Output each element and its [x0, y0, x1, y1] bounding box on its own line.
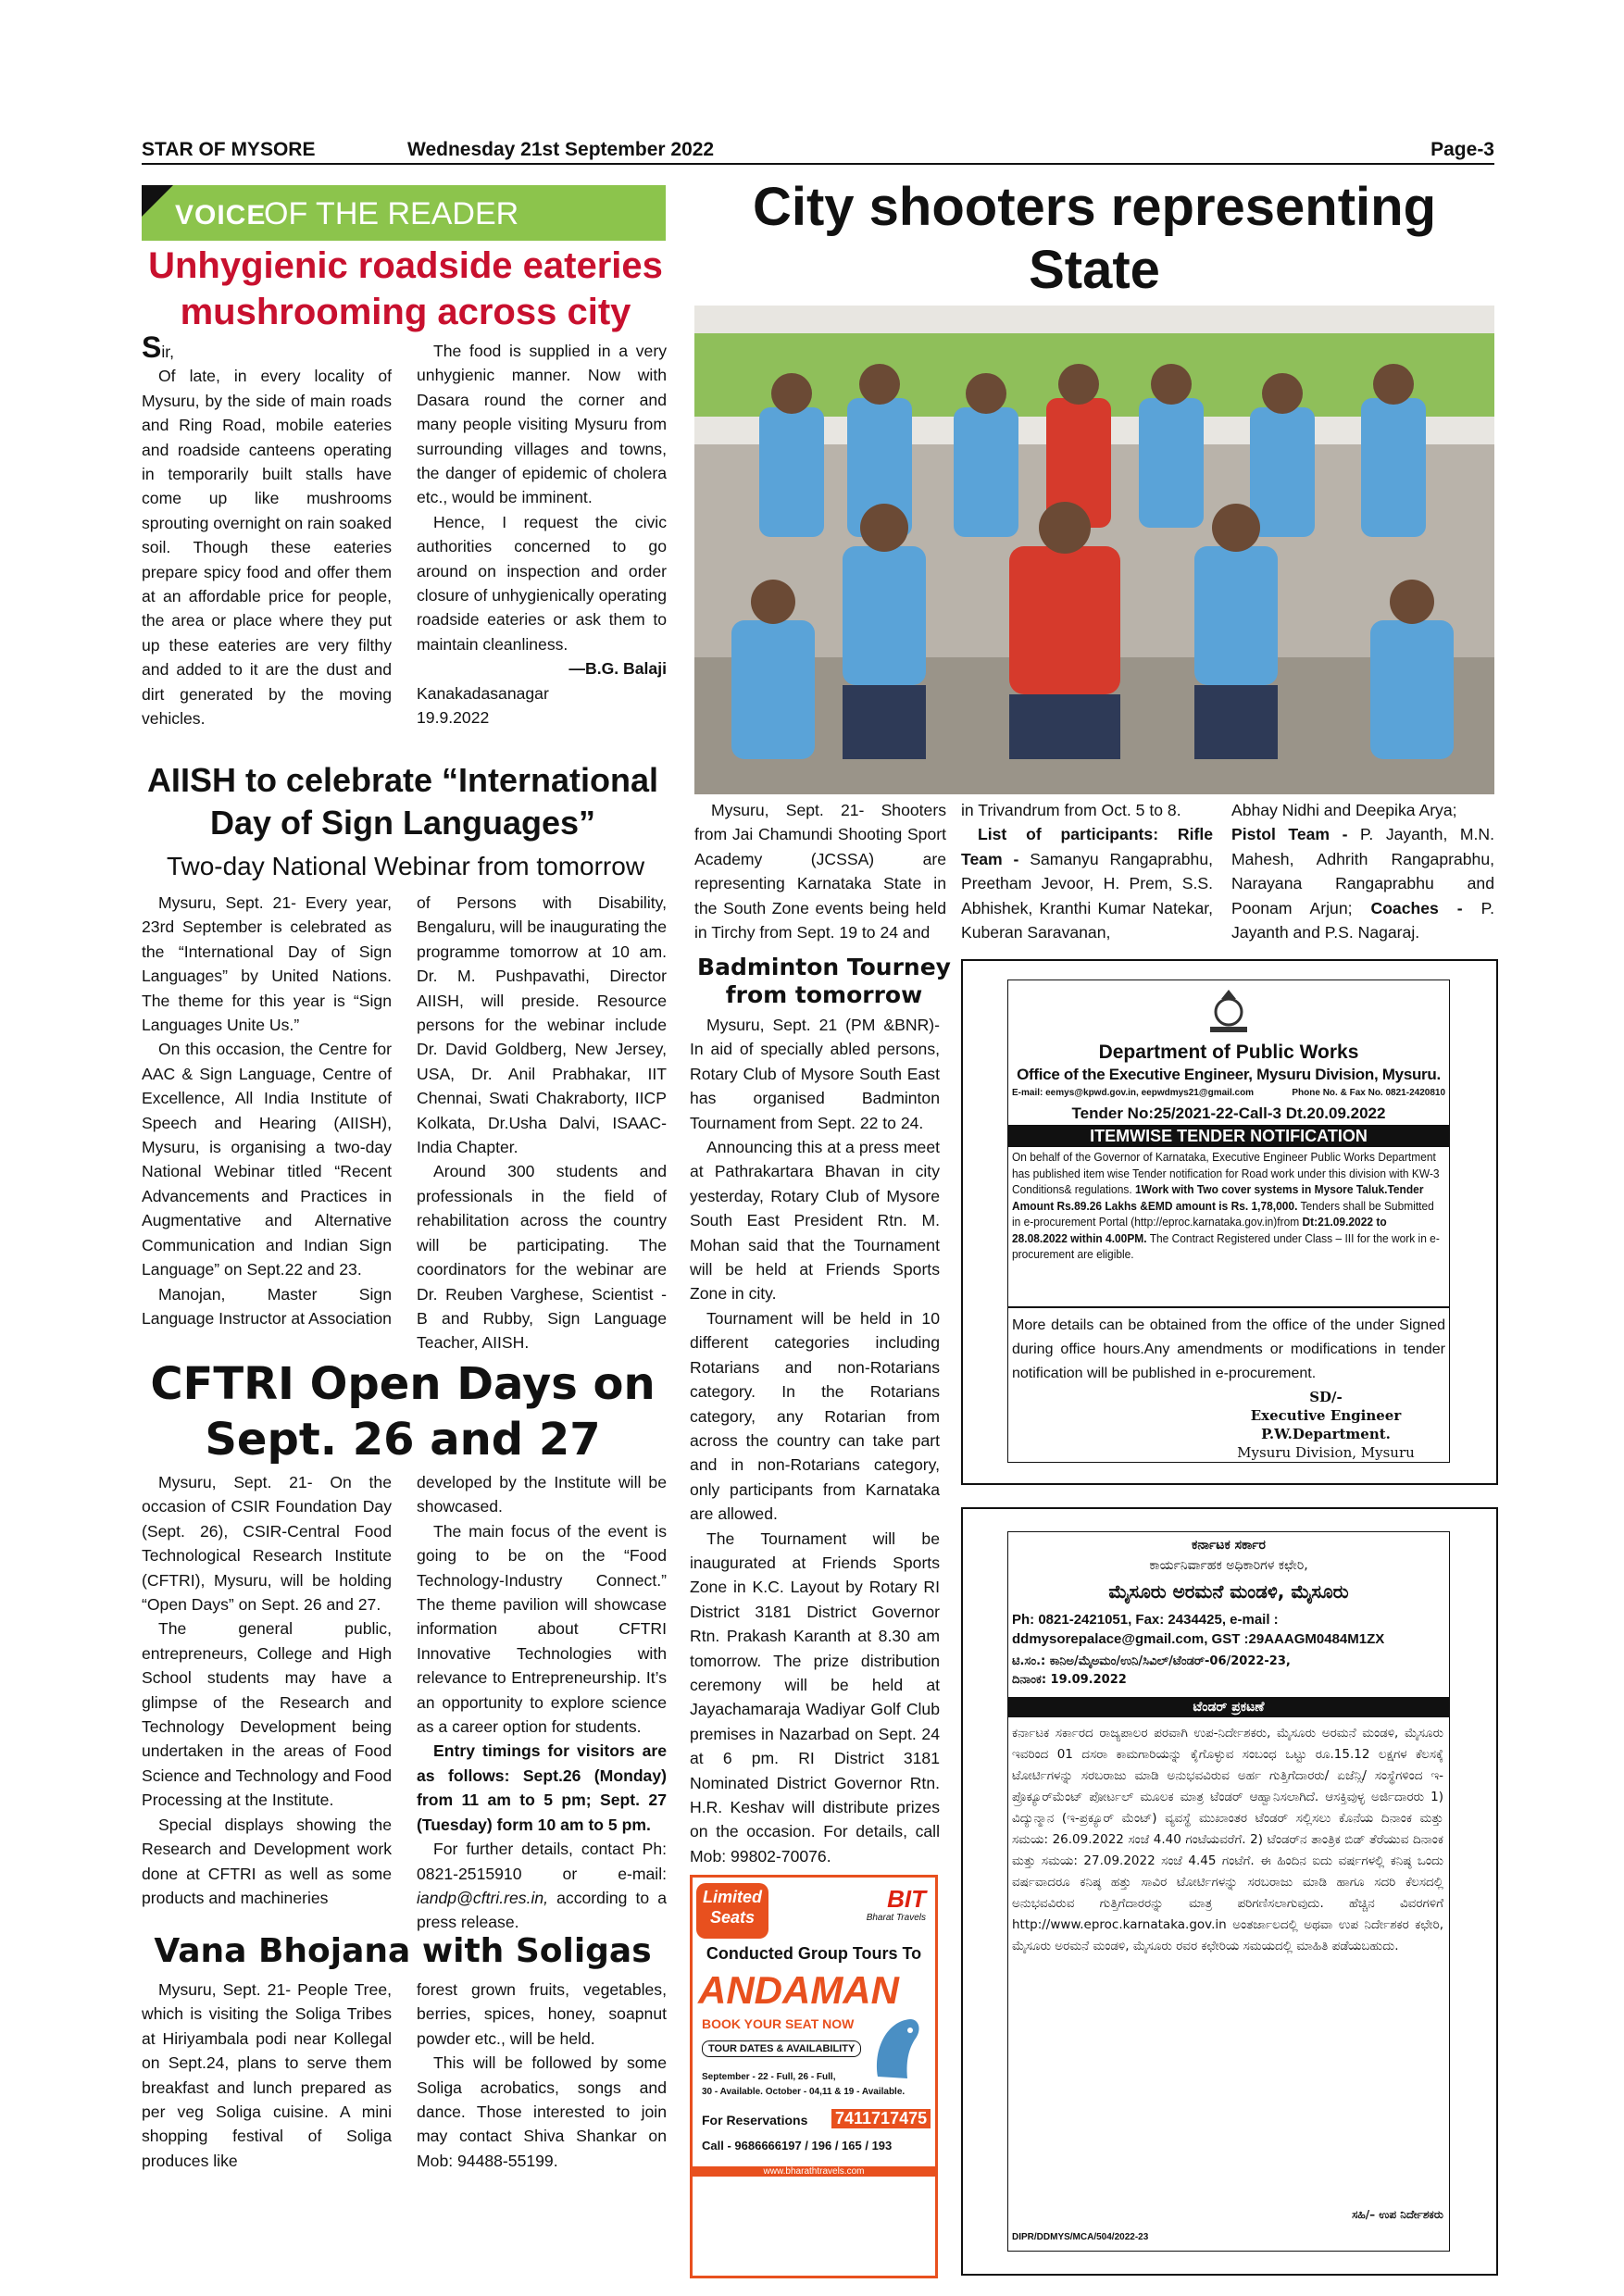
voice-body-3: Hence, I request the civic authorities concerned to go around on inspection and order closure of unhygienically operating roadside eateries or ask them to maintain cleanliness. [417, 512, 667, 654]
shooters-body-2: in Trivandrum from Oct. 5 to 8. [961, 801, 1181, 819]
aiish-body-1: Mysuru, Sept. 21- Every year, 23rd September is celebrated as the “International Day of Sign Languages” by United Nations. The theme for this year is “Sign Languages Unite Us.” [142, 893, 392, 1035]
cftri-headline [139, 1356, 667, 1467]
rifle-team-label: List of participants: Rifle Team - [961, 825, 1213, 868]
vana-body-3: This will be followed by some Soliga acrobatics, songs and dance. Those interested to join may contact Shiva Shankar on Mob: 94488-55199. [417, 2053, 667, 2170]
palace-date: ದಿನಾಂಕ: 19.09.2022 [1012, 1673, 1127, 1687]
limited-seats-badge [696, 1883, 768, 1939]
shooters-col-3 [1231, 798, 1494, 944]
vana-col-1 [142, 1978, 392, 2173]
bit-tagline: Bharat Travels [866, 1913, 926, 1923]
palace-ref: ಟಿ.ಸಂ.: ಕಾನಿಅ/ಮೈಅಮಂ/ಉನಿ/ಸಿವಿಲ್/ಟೆಂಡರ್-06/2022-23, [1012, 1654, 1291, 1668]
cftri-headline-line1: CFTRI Open Days on [150, 1358, 656, 1410]
reservations-phone: 7411717475 [831, 2109, 931, 2128]
aiish-headline-line1: AIISH to celebrate “International [146, 761, 659, 799]
team-photo-illustration [694, 306, 1494, 794]
voice-col-2 [417, 339, 667, 730]
aiish-subheadline: Two-day National Webinar from tomorrow [166, 852, 645, 880]
badge-line2: Seats [709, 1908, 756, 1927]
badminton-body-2: Announcing this at a press meet at Pathrakartara Bhavan in city yesterday, Rotary Club of Mysore South East President Rtn. M. Mohan said that the Tournament will be held at Friends Sports Zone in city. [690, 1138, 940, 1304]
cftri-release: according to a press release. [417, 1888, 667, 1932]
voice-body-1: Of late, in every locality of Mysuru, by the side of main roads and Ring Road, mobile eateries and roadside canteens operating in temporarily built stalls have come up like mushrooms sprouting overnight on rain soaked soil. Though these eateries prepare spicy food and offer them at an affordable price for people, the area or place where they put up these eateries are very filthy and added to it are the dust and dirt generated by the moving vehicles. [142, 367, 392, 729]
pwd-tender-no: Tender No:25/2021-22-Call-3 Dt.20.09.2022 [1071, 1104, 1386, 1122]
palace-signature: ಸಹಿ/– ಉಪ ನಿರ್ದೇಶಕರು [1352, 2208, 1443, 2221]
banner-corner [142, 185, 173, 217]
header-rule [142, 163, 1494, 165]
ad-heading: Conducted Group Tours To [706, 1944, 922, 1963]
coaches-list: P. Jayanth and P.S. Nagaraj. [1231, 898, 1494, 942]
pwd-email: E-mail: eemys@kpwd.gov.in, eepwdmys21@gmail.com [1012, 1088, 1255, 1098]
aiish-body-4: of Persons with Disability, Bengaluru, will be inaugurating the programme tomorrow at 10 am. Dr. M. Pushpavathi, Director AIISH, will preside. Resource persons for the webinar include Dr. David Goldberg, New Jersey, USA, Dr. Anil Prabhakar, IIT Chennai, Swati Chakraborty, IICP Kolkata, Dr.Usha Dalvi, ISAAC-India Chapter. [417, 893, 667, 1157]
cftri-body-5: The main focus of the event is going to be on the “Food Technology-Industry Connect.” The theme pavilion will showcase information about CFTRI Innovative Technologies with relevance to Entrepreneurship. It’s an opportunity to explore science as a career option for students. [417, 1521, 667, 1737]
pwd-banner: ITEMWISE TENDER NOTIFICATION [1008, 1125, 1449, 1147]
dolphin-icon [868, 2012, 926, 2095]
palace-office: ಕಾರ್ಯನಿರ್ವಾಹಕ ಅಧಿಕಾರಿಗಳ ಕಛೇರಿ, [1149, 1558, 1308, 1573]
shooters-col-1 [694, 798, 946, 944]
page-number: Page-3 [1430, 139, 1494, 160]
cftri-entry-timings: Entry timings for visitors are as follows: Sept.26 (Monday) from 11 am to 5 pm; Sept. 27 (Tuesday) form 10 am to 5 pm. [417, 1741, 667, 1834]
tour-dates-title: TOUR DATES & AVAILABILITY [702, 2040, 861, 2057]
pistol-team-list: P. Jayanth, M.N. Mahesh, Adhrith Rangaprabhu, Narayana Rangaprabhu and Poonam Arjun; [1231, 825, 1494, 917]
pwd-body-a: On behalf of the Governor of Karnataka, Executive Engineer Public Works Department has published item wise Tender notification for Road work under this division with KW-3 Conditions& regulations. [1012, 1150, 1440, 1196]
pwd-body-dates: Dt:21.09.2022 to 28.08.2022 within 4.00PM. [1012, 1215, 1387, 1245]
rifle-team-list: Samanyu Rangaprabhu, Preetham Jevoor, H. Prem, S.S. Abhishek, Kranthi Kumar Natekar, Kuberan Saravanan, [961, 849, 1214, 942]
aiish-col-1 [142, 891, 392, 1330]
book-seat: BOOK YOUR SEAT NOW [702, 2016, 855, 2031]
badminton-headline-line1: Badminton Tourney [697, 954, 951, 980]
salutation: ir, [161, 343, 175, 361]
shooters-body-1: Mysuru, Sept. 21- Shooters from Jai Chamundi Shooting Sport Academy (JCSSA) are representing Karnataka State in the South Zone events being held in Tirchy from Sept. 19 to 24 and [694, 801, 946, 942]
aiish-body-3: Manojan, Master Sign Language Instructor at Association [142, 1284, 392, 1328]
palace-govt: ಕರ್ನಾಟಕ ಸರ್ಕಾರ [1192, 1538, 1266, 1553]
badminton-headline-line2: from tomorrow [725, 981, 923, 1008]
reservations-label: For Reservations [702, 2113, 808, 2128]
andaman-tour-ad [690, 1875, 938, 2278]
cftri-body-1: Mysuru, Sept. 21- On the occasion of CSIR Foundation Day (Sept. 26), CSIR-Central Food Technological Research Institute (CFTRI), Mysuru, will be holding “Open Days” on Sept. 26 and 27. [142, 1473, 392, 1615]
pwd-divider [1008, 1306, 1449, 1308]
cftri-col-2 [417, 1470, 667, 1935]
voice-signature: —B.G. Balaji [568, 659, 667, 679]
voice-col-1 [142, 331, 392, 731]
palace-banner: ಟೆಂಡರ್ ಪ್ರಕಟಣೆ [1008, 1697, 1449, 1717]
pwd-signature [1203, 1388, 1449, 1462]
bit-logo: BIT [887, 1885, 926, 1913]
pwd-sd: SD/- [1309, 1389, 1343, 1405]
pwd-body-amount: 1Work with Two cover systems in Mysore Taluk.Tender Amount Rs.89.26 Lakhs &EMD amount is Rs. 1,78,000. [1012, 1182, 1424, 1213]
vana-body-2: forest grown fruits, vegetables, berries, spices, honey, soapnut powder etc., will be held. [417, 1980, 667, 2048]
cftri-body-2: The general public, entrepreneurs, College and High School students may have a glimpse of the Research and Technology Development being undertaken in the areas of Food Science and Technology and Food Processing at the Institute. [142, 1619, 392, 1810]
voice-headline-line2: mushrooming across city [180, 292, 631, 332]
vana-headline: Vana Bhojana with Soligas [154, 1932, 652, 1970]
shooters-col-2 [961, 798, 1213, 944]
badminton-headline [690, 954, 958, 1009]
palace-body: ಕರ್ನಾಟಕ ಸರ್ಕಾರದ ರಾಜ್ಯಪಾಲರ ಪರವಾಗಿ ಉಪ-ನಿರ್ದೇಶಕರು, ಮೈಸೂರು ಅರಮನೆ ಮಂಡಳಿ, ಮೈಸೂರು ಇವರಿಂದ 01 ದಸರಾ ಕಾಮಗಾರಿಯನ್ನು ಕೈಗೊಳ್ಳುವ ಸಂಬಂಧ ಒಟ್ಟು ರೂ.15.12 ಲಕ್ಷಗಳ ಕೆಲಸಕ್ಕೆ ಟೋರ್ಟಿಗಳನ್ನು ಸರಬರಾಜು ಮಾಡಿ ಅನುಭವವಿರುವ ಅರ್ಹ ಗುತ್ತಿಗೆದಾರರು/ ಏಜೆನ್ಸಿ/ ಸಂಸ್ಥೆಗಳಿಂದ ಇ-ಪ್ರೊಕ್ಯೂರ್‌ಮೆಂಟ್ ಪೋರ್ಟಲ್ ಮೂಲಕ ಮಾತ್ರ ಟೆಂಡರ್ ಆಹ್ವಾನಿಸಲಾಗಿದೆ. ಆಸಕ್ತಿವುಳ್ಳ ಅರ್ಜಿದಾರರು 1) ವಿದ್ಯುನ್ಮಾನ (ಇ-ಪ್ರಕ್ಯೂರ್ ಮೆಂಟ್) ವ್ಯವಸ್ಥೆ ಮುಖಾಂತರ ಟೆಂಡರ್ ಸಲ್ಲಿಸಲು ಕೊನೆಯ ದಿನಾಂಕ ಮತ್ತು ಸಮಯ: 26.09.2022 ಸಂಜೆ 4.40 ಗಂಟೆಯವರೆಗೆ. 2) ಟೆಂಡರ್‌ನ ತಾಂತ್ರಿಕ ಬಿಡ್ ತೆರೆಯುವ ದಿನಾಂಕ ಮತ್ತು ಸಮಯ: 27.09.2022 ಸಂಜೆ 4.45 ಗಂಟೆಗೆ. ಈ ಹಿಂದಿನ ಐದು ವರ್ಷಗಳಲ್ಲಿ ಕನಿಷ್ಠ ಒಂದು ವರ್ಷವಾದರೂ ಕನಿಷ್ಠ ಹತ್ತು ಸಾವಿರ ಟೋರ್ಟಿಗಳನ್ನು ಸರಬರಾಜು ಮಾಡಿ ಹಾಗೂ ಸದರಿ ಕೆಲಸದಲ್ಲಿ ಅನುಭವವಿರುವ ಗುತ್ತಿಗೆದಾರರನ್ನು ಮಾತ್ರ ಪರಿಗಣಿಸಲಾಗುವುದು. ಹೆಚ್ಚಿನ ವಿವರಗಳಿಗೆ http://www.eproc.karnataka.gov.in ಅಂತರ್ಜಾಲದಲ್ಲಿ ಅಥವಾ ಉಪ ನಿರ್ದೇಶಕರ ಕಛೇರಿ, ಮೈಸೂರು ಅರಮನೆ ಮಂಡಳಿ, ಮೈಸೂರು ರವರ ಕಛೇರಿಯ ಸಮಯದಲ್ಲಿ ಮಾಹಿತಿ ಪಡೆಯಬಹುದು. [1012, 1726, 1443, 1953]
palace-tender-inner [1007, 1531, 1450, 2252]
badminton-body-1: Mysuru, Sept. 21 (PM &BNR)- In aid of specially abled persons, Rotary Club of Mysore South East has organised Badminton Tournament from Sept. 22 to 24. [690, 1016, 940, 1132]
palace-contact: Ph: 0821-2421051, Fax: 2434425, e-mail : ddmysorepalace@gmail.com, GST :29AAAGM0484M1ZX [1012, 1612, 1385, 1647]
call-numbers: Call - 9686666197 / 196 / 165 / 193 [702, 2139, 893, 2152]
cftri-contact: For further details, contact Ph: 0821-2515910 or e-mail: [417, 1840, 667, 1883]
aiish-body-5: Around 300 students and professionals in the field of rehabilitation across the country will be participating. The coordinators for the webinar are Dr. Reuben Varghese, Scientist - B and Rubby, Sign Language Teacher, AIISH. [417, 1162, 667, 1353]
voice-place: Kanakadasanagar [417, 683, 549, 703]
voice-date: 19.9.2022 [417, 708, 490, 728]
pwd-body-c: The Contract Registered under Class – III for the work in e-procurement are eligible. [1012, 1230, 1440, 1261]
masthead-name: STAR OF MYSORE [142, 139, 316, 160]
shooters-headline-line1: City shooters representing State [752, 177, 1437, 300]
coaches-label: Coaches - [1370, 898, 1463, 917]
dropcap: S [142, 331, 162, 364]
palace-board: ಮೈಸೂರು ಅರಮನೆ ಮಂಡಳಿ, ಮೈಸೂರು [1108, 1580, 1349, 1603]
vana-body-1: Mysuru, Sept. 21- People Tree, which is visiting the Soliga Tribes at Hiriyambala podi near Kollegal on Sept.24, plans to serve them breakfast and lunch prepared as per veg Soliga cuisine. A mini shopping festival of Soliga produces like [142, 1980, 392, 2170]
pwd-dept: Department of Public Works [1098, 1042, 1359, 1063]
pwd-office: Office of the Executive Engineer, Mysuru Division, Mysuru. [1017, 1066, 1441, 1083]
badminton-body-4: The Tournament will be inaugurated at Friends Sports Zone in K.C. Layout by Rotary RI District 3181 District Governor Rtn. Prakash Karanth at 8.30 am tomorrow. The prize distribution ceremony will be held at Jayachamaraja Wadiyar Golf Club premises in Nazarbad on Sept. 24 at 6 pm. RI District 3181 Nominated District Governor Rtn. H.R. Keshav will distribute prizes on the occasion. For details, call Mob: 99802-70076. [690, 1529, 940, 1866]
pwd-sig1: Executive Engineer [1250, 1407, 1402, 1424]
issue-date: Wednesday 21st September 2022 [407, 139, 715, 160]
voice-of-reader-banner [142, 185, 666, 241]
pwd-more: More details can be obtained from the office of the under Signed during office hours.Any amendments or modifications in tender notification will be published in e-procurement. [1012, 1317, 1445, 1381]
tour-dates-2: 30 - Available. October - 04,11 & 19 - Available. [702, 2087, 906, 2097]
ad-destination: ANDAMAN [698, 1968, 899, 2012]
shooters-team-photo [694, 306, 1494, 794]
aiish-headline-line2: Day of Sign Languages” [209, 804, 596, 842]
aiish-body-2: On this occasion, the Centre for AAC & Sign Language, Centre of Excellence, All India Institute of Speech and Hearing (AIISH), Mysuru, is organising a two-day National Webinar titled “Recent Advancements and Practices in Augmentative and Alternative Communication and Indian Sign Language” on Sept.22 and 23. [142, 1040, 392, 1279]
pwd-body [1012, 1149, 1444, 1263]
pwd-sig3: Mysuru Division, Mysuru [1237, 1444, 1415, 1461]
voice-body-2: The food is supplied in a very unhygienic manner. Now with Dasara round the corner and many people visiting Mysuru from surrounding villages and towns, the danger of epidemic of cholera etc., would be imminent. [417, 342, 667, 507]
karnataka-emblem-icon [1201, 986, 1256, 1038]
badminton-col [690, 1013, 940, 1868]
voice-headline [142, 243, 669, 335]
voice-headline-line1: Unhygienic roadside eateries [148, 245, 663, 286]
cftri-headline-line2: Sept. 26 and 27 [205, 1414, 601, 1466]
palace-tender-ad [961, 1507, 1498, 2276]
cftri-body-4: developed by the Institute will be showcased. [417, 1473, 667, 1516]
badge-line1: Limited [702, 1888, 762, 1906]
aiish-headline [139, 759, 667, 844]
pwd-body-b: Tenders shall be Submitted in e-procurement Portal (http://eproc.karnataka.gov.in)from [1012, 1198, 1434, 1229]
pwd-tender-ad [961, 959, 1498, 1485]
palace-code: DIPR/DDMYS/MCA/504/2022-23 [1012, 2232, 1149, 2242]
cftri-email-link[interactable]: iandp@cftri.res.in, [417, 1888, 549, 1907]
banner-voice: VOICE [175, 200, 267, 231]
vana-col-2 [417, 1978, 667, 2173]
banner-of-the-reader: OF THE READER [264, 196, 519, 231]
pistol-team-label: Pistol Team - [1231, 825, 1348, 844]
ad-website[interactable]: www.bharathtravels.com [693, 2166, 935, 2177]
pwd-phone: Phone No. & Fax No. 0821-2420810 [1292, 1088, 1445, 1098]
aiish-col-2 [417, 891, 667, 1355]
badminton-body-3: Tournament will be held in 10 different categories including Rotarians and non-Rotarians category. In the Rotarians category, any Rotarian from across the country can take part and in non-Rotarians category, only participants from Karnataka are allowed. [690, 1308, 940, 1524]
cftri-body-3: Special displays showing the Research and Development work done at CFTRI as well as some products and machineries [142, 1815, 392, 1907]
tour-dates-1: September - 22 - Full, 26 - Full, [702, 2072, 836, 2082]
shooters-body-3: Abhay Nidhi and Deepika Arya; [1231, 801, 1457, 819]
pwd-sig2: P.W.Department. [1261, 1426, 1391, 1442]
cftri-col-1 [142, 1470, 392, 1910]
pwd-tender-inner [1007, 980, 1450, 1463]
